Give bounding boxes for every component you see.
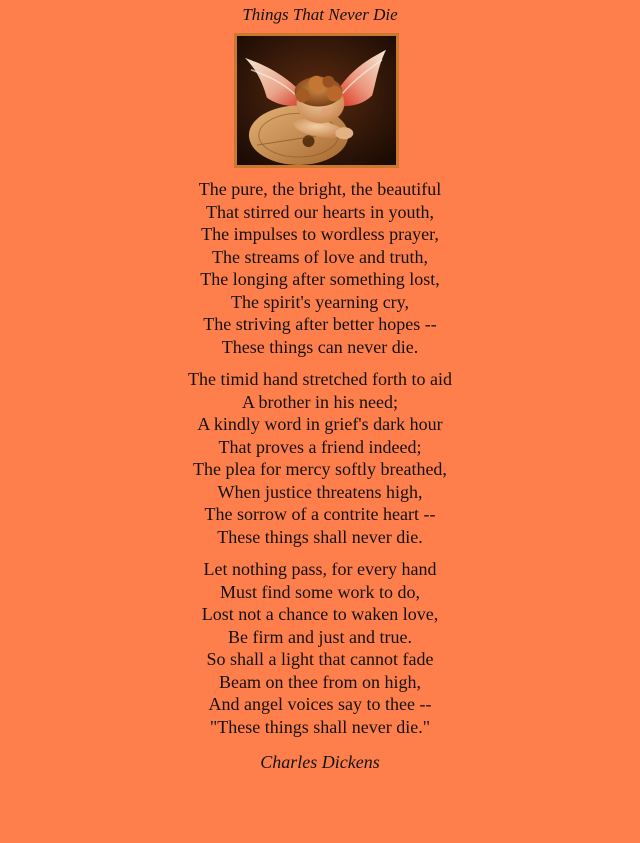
poem-line: Let nothing pass, for every hand xyxy=(203,559,437,579)
poem-line: The timid hand stretched forth to aid xyxy=(188,369,452,389)
poem-author: Charles Dickens xyxy=(260,752,380,772)
poem-line: When justice threatens high, xyxy=(217,481,423,502)
poem-line: And angel voices say to thee -- xyxy=(208,694,432,714)
poem-line: "These things shall never die." xyxy=(209,716,431,737)
poem-line: Must find some work to do, xyxy=(220,581,420,602)
poem-line: These things can never die. xyxy=(221,336,419,357)
page-title: Things That Never Die xyxy=(242,5,398,24)
poem-line: The spirit's yearning cry, xyxy=(230,291,410,312)
poem-line: The longing after something lost, xyxy=(200,269,440,289)
poem-line: The impulses to wordless prayer, xyxy=(201,224,439,244)
poem-line: Beam on thee from on high, xyxy=(219,671,421,692)
poem-line: The plea for mercy softly breathed, xyxy=(193,459,447,479)
poem-line: Be firm and just and true. xyxy=(228,626,412,647)
poem-line: A kindly word in grief's dark hour xyxy=(197,414,443,434)
angel-with-lute-icon xyxy=(237,36,396,165)
poem-stanza-2 xyxy=(0,368,640,548)
poem-line: That proves a friend indeed; xyxy=(218,436,422,457)
poem-body xyxy=(0,178,640,748)
poem-line: That stirred our hearts in youth, xyxy=(206,201,434,222)
poem-line: The striving after better hopes -- xyxy=(203,314,437,334)
angel-picture xyxy=(234,33,399,168)
poem-stanza-3 xyxy=(0,558,640,738)
poem-line: These things shall never die. xyxy=(217,526,423,547)
poem-line: The pure, the bright, the beautiful xyxy=(198,179,442,199)
poem-line: A brother in his need; xyxy=(242,391,398,412)
poem-line: The streams of love and truth, xyxy=(212,246,428,267)
poem-line: Lost not a chance to waken love, xyxy=(201,604,439,624)
poem-line: So shall a light that cannot fade xyxy=(206,649,434,669)
poem-stanza-1 xyxy=(0,178,640,358)
poem-line: The sorrow of a contrite heart -- xyxy=(204,504,436,524)
